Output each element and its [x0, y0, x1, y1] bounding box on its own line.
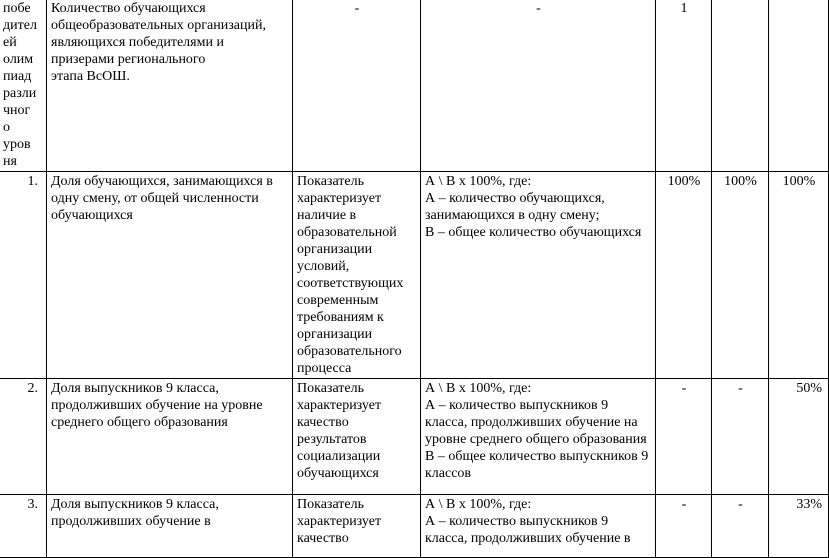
- value-cell-1: -: [656, 495, 712, 558]
- value-cell-1: 1: [656, 0, 712, 172]
- table-row: [0, 379, 829, 495]
- description-cell: Показатель характеризует качество результатов социализации обучающихся: [293, 379, 421, 495]
- indicator-name-cell: Количество обучающихся общеобразовательных организаций, являющихся победителями и призерами регионального этапа ВсОШ.: [47, 0, 293, 172]
- row-number-cell: 3.: [0, 495, 47, 558]
- value-cell-2: -: [712, 379, 769, 495]
- formula-cell: -: [421, 0, 656, 172]
- value-cell-2: 100%: [712, 172, 769, 379]
- value-cell-1: -: [656, 379, 712, 495]
- formula-cell: А \ В х 100%, где: А – количество выпускников 9 класса, продолживших обучение в: [421, 495, 656, 558]
- description-cell: Показатель характеризует качество: [293, 495, 421, 558]
- value-cell-3: [769, 0, 829, 172]
- value-cell-2: -: [712, 495, 769, 558]
- description-cell: Показатель характеризует наличие в образовательной организации условий, соответствующих современным требованиям к организации образовательного процесса: [293, 172, 421, 379]
- value-cell-3: 100%: [769, 172, 829, 379]
- indicator-name-cell: Доля выпускников 9 класса, продолживших обучение в: [47, 495, 293, 558]
- indicator-name-cell: Доля выпускников 9 класса, продолживших обучение на уровне среднего общего образования: [47, 379, 293, 495]
- formula-cell: А \ В х 100%, где: А – количество выпускников 9 класса, продолживших обучение на уровне среднего общего образования В – общее количество выпускников 9 классов: [421, 379, 656, 495]
- description-cell: -: [293, 0, 421, 172]
- formula-cell: А \ В х 100%, где: А – количество обучающихся, занимающихся в одну смену; В – общее количество обучающихся: [421, 172, 656, 379]
- row-number-cell: 2.: [0, 379, 47, 495]
- row-number-cell: побе дител ей олим пиад разли чног о уров ня: [0, 0, 47, 172]
- row-number-cell: 1.: [0, 172, 47, 379]
- indicator-name-cell: Доля обучающихся, занимающихся в одну смену, от общей численности обучающихся: [47, 172, 293, 379]
- table-row: [0, 172, 829, 379]
- table-row: [0, 0, 829, 172]
- value-cell-1: 100%: [656, 172, 712, 379]
- value-cell-3: 50%: [769, 379, 829, 495]
- table-row: [0, 495, 829, 558]
- value-cell-3: 33%: [769, 495, 829, 558]
- value-cell-2: [712, 0, 769, 172]
